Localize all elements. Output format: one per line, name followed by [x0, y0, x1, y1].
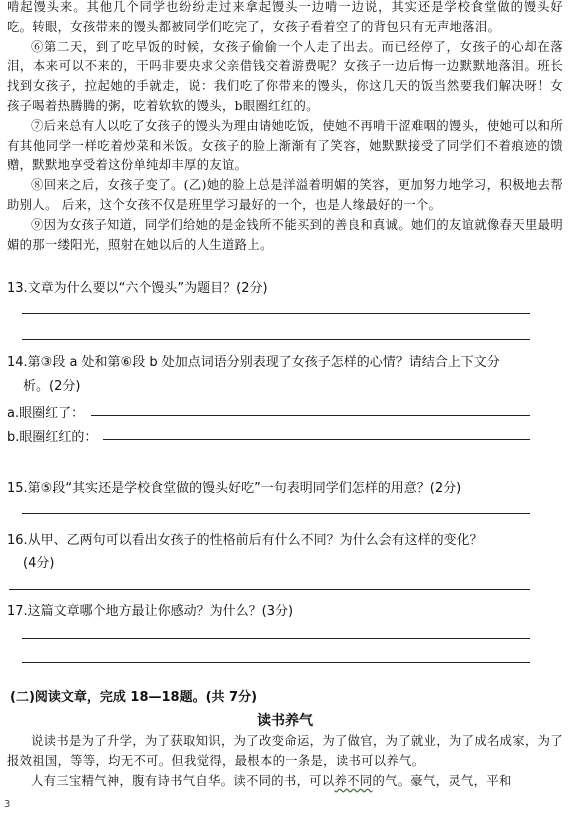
article-paragraph-1: 说读书是为了升学，为了获取知识，为了改变命运，为了做官，为了就业，为了成名成家，为了报效祖国，等等，均无不可。但我觉得，最根本的一条是，读书可以养气。	[7, 734, 563, 768]
answer-line[interactable]	[22, 638, 530, 639]
answer-line[interactable]	[22, 339, 530, 340]
story-paragraph-5-end: 啃起馒头来。其他几个同学也纷纷走过来拿起馒头一边啃一边说，其实还是学校食堂做的馒头好吃。转眼，女孩带来的馒头都被同学们吃完了，女孩子看着空了的背包只有无声地落泪。	[7, 0, 563, 34]
question-16-line2: (4分)	[23, 556, 55, 571]
wavy-underlined-text: 养不同	[334, 773, 373, 788]
answer-line-14b[interactable]	[103, 439, 530, 440]
answer-line[interactable]	[22, 313, 530, 314]
story-paragraph-7: ⑦后来总有人以吃了女孩子的馒头为理由请她吃饭，使她不再啃干涩难咽的馒头，使她可以和所有其他同学一样吃着炒菜和米饭。女孩子的脸上渐渐有了笑容，她默默接受了同学们不着痕迹的馈赠，默默地享受着这份单纯却丰厚的友谊。	[7, 118, 563, 173]
answer-line[interactable]	[22, 662, 530, 663]
answer-line[interactable]	[22, 513, 530, 514]
answer-line[interactable]	[9, 589, 530, 590]
article-paragraph-2	[7, 772, 563, 792]
question-14-line2: 析。(2分)	[23, 379, 81, 394]
article-title: 读书养气	[257, 713, 313, 729]
question-16-line1: 16.从甲、乙两句可以看出女孩子的性格前后有什么不同？为什么会有这样的变化？	[7, 533, 483, 548]
article-paragraph-2-part1: 人有三宝精气神，腹有诗书气自华。读不同的书，可以	[31, 773, 335, 788]
question-14b-label: b.眼圈红红的：	[7, 430, 98, 445]
question-17: 17.这篇文章哪个地方最让你感动？为什么？(3分)	[7, 604, 294, 619]
article-paragraph-2-part2: 的气。豪气，灵气，平和	[372, 773, 512, 788]
page-number: 3	[4, 799, 11, 810]
question-14-line1: 14.第③段 a 处和第⑥段 b 处加点词语分别表现了女孩子怎样的心情？请结合上下文分	[7, 355, 500, 370]
story-passage	[7, 0, 563, 255]
story-paragraph-9: ⑨因为女孩子知道，同学们给她的是金钱所不能买到的善良和真诚。她们的友谊就像春天里最明媚的那一缕阳光，照射在她以后的人生道路上。	[7, 217, 563, 252]
story-paragraph-6: ⑥第二天，到了吃早饭的时候，女孩子偷偷一个人走了出去。而已经停了，女孩子的心却在落泪，本来可以不来的，干吗非要央求父亲借钱交着游费呢？女孩子一边后悔一边默默地落泪。班长找到女孩子，拉起她的手就走，说：我们吃了你带来的馒头，你这几天的饭当然要我们解决呀！女孩子喝着热腾腾的粥，吃着软软的馒头，b眼圈红红的。	[7, 39, 563, 113]
article-passage	[7, 732, 563, 791]
question-14a-label: a.眼圈红了：	[7, 406, 85, 421]
answer-line-14a[interactable]	[91, 415, 530, 416]
story-paragraph-8: ⑧回来之后，女孩子变了。(乙)她的脸上总是洋溢着明媚的笑容，更加努力地学习，积极地去帮助别人。 后来，这个女孩不仅是班里学习最好的一个，也是人缘最好的一个。	[7, 178, 563, 212]
section-2-heading: (二)阅读文章，完成 18—18题。(共 7分)	[10, 690, 258, 705]
question-13: 13.文章为什么要以“六个馒头”为题目？(2分)	[7, 281, 268, 296]
question-15: 15.第⑤段“其实还是学校食堂做的馒头好吃”一句表明同学们怎样的用意？(2分)	[7, 481, 462, 496]
